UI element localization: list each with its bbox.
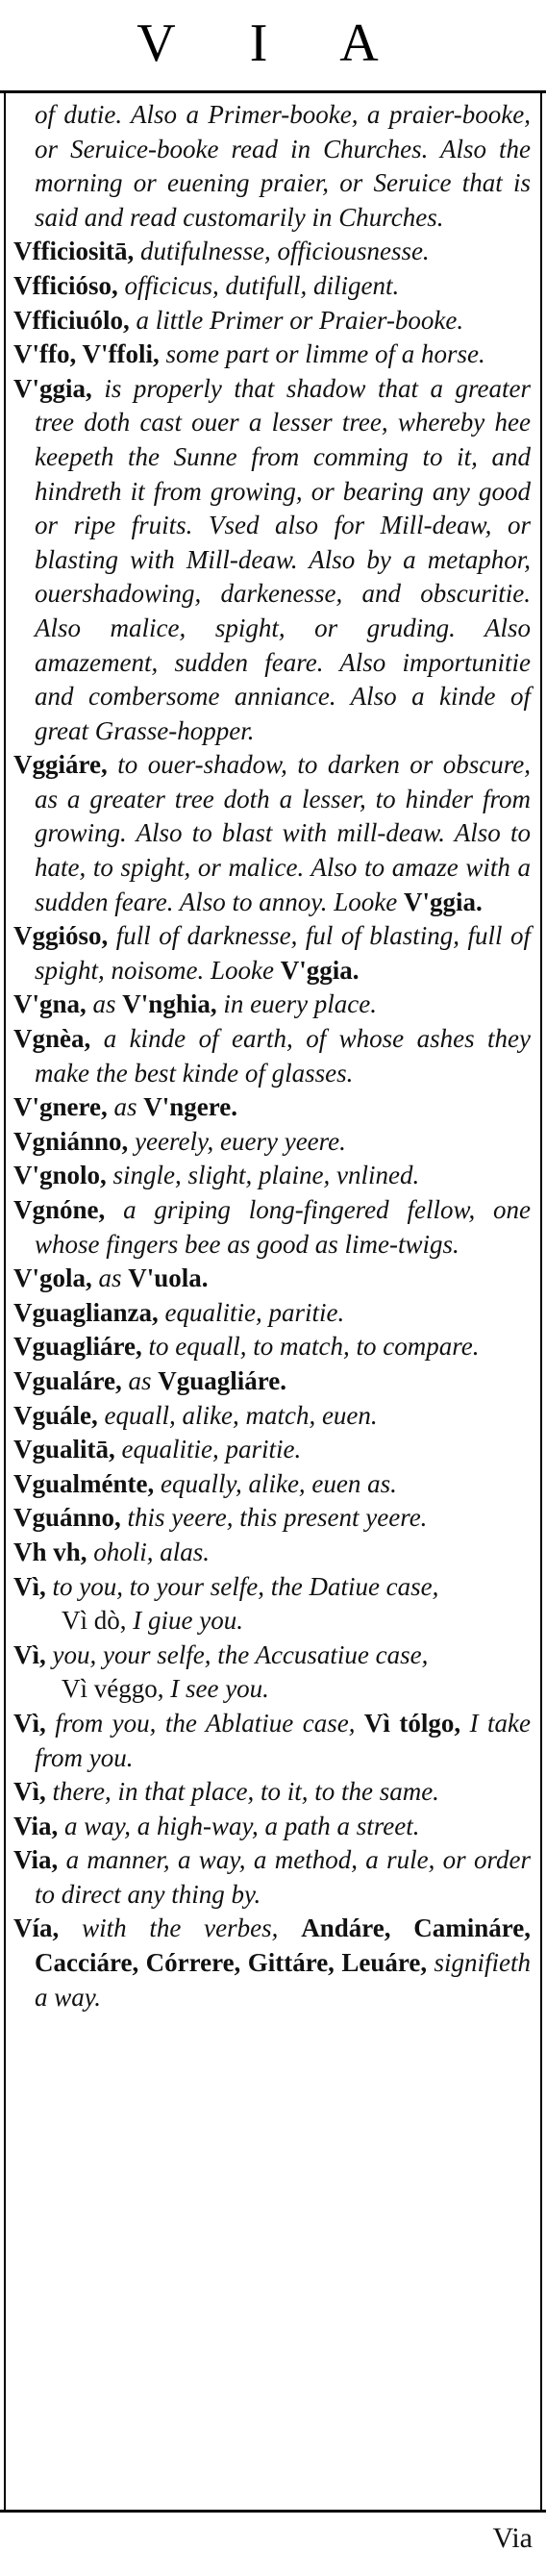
entry-headword: Vguaglianza, [13,1297,159,1327]
entry-headword: V'ggia, [13,373,92,403]
entry-headword: Vì, [13,1777,46,1807]
catchword: Via [492,2522,533,2554]
top-rule [0,90,546,93]
entry-headword: Vfficiositā, [13,237,135,266]
dictionary-entry [13,748,531,919]
entry-definition: equall, alike, match, euen. [104,1400,378,1430]
dictionary-entry [13,1570,531,1638]
dictionary-entry [13,988,531,1022]
dictionary-entry [13,1159,531,1193]
entry-headword: Vggiáre, [13,750,108,780]
right-border [540,90,542,2511]
continued-entry [13,98,531,235]
entry-headword: Vì, [13,1708,46,1738]
entry-definition: equalitie, paritie. [164,1297,345,1327]
entry-definition: some part or limme of a horse. [165,339,485,369]
entry-definition: as [92,989,116,1019]
dictionary-entry [13,338,531,372]
entry-headword: V'gnere, [13,1092,108,1122]
entry-example [62,1672,531,1707]
entry-definition: as [98,1263,122,1293]
entry-headword: Vh vh, [13,1537,87,1566]
entry-definition: there, in that place, to it, to the same. [52,1777,439,1807]
dictionary-entry [13,1810,531,1844]
entry-headword: Vfficióso, [13,270,118,300]
entry-definition: as [113,1092,137,1122]
dictionary-entry [13,1912,531,2014]
entry-definition: officicus, dutifull, diligent. [124,270,400,300]
dictionary-entry [13,372,531,749]
dictionary-entry [13,1262,531,1296]
entry-headword: V'gola, [13,1263,92,1293]
left-border [4,90,6,2511]
dictionary-entry [13,1433,531,1467]
entry-crossref: Andáre, Camináre, Cacciáre, Córrere, Gittáre, Leuáre, [35,1913,532,1978]
entry-definition: dutifulnesse, officiousnesse. [139,237,430,266]
dictionary-entry [13,1399,531,1434]
entry-definition: single, slight, plaine, vnlined. [112,1161,420,1190]
bottom-rule [0,2510,546,2513]
dictionary-entry [13,1843,531,1912]
entry-headword: Vguagliáre, [13,1332,142,1362]
entry-headword: Vguánno, [13,1503,121,1533]
running-head: V I A [136,13,410,73]
example-translation: I giue you. [133,1606,243,1636]
entry-headword: Vì, [13,1571,46,1601]
entry-definition: to equall, to match, to compare. [148,1332,480,1362]
entry-definition: this yeere, this present yeere. [127,1503,428,1533]
entry-headword: Vggióso, [13,921,109,951]
entry-definition: a griping long-fingered fellow, one whose fingers bee as good as lime-twigs. [35,1195,531,1259]
dictionary-entry [13,1364,531,1399]
entry-definition: equally, alike, euen as. [160,1468,397,1498]
entry-crossref: V'uola. [128,1263,209,1293]
entry-definition: yeerely, euery yeere. [135,1126,346,1156]
entry-definition: full of darknesse, ful of blasting, full of spight, noisome. Looke [35,921,531,985]
entry-crossref: V'nghia, [122,989,217,1019]
dictionary-entry [13,1296,531,1331]
entry-definition: you, your selfe, the Accusatiue case, [52,1639,429,1669]
entry-headword: Vfficiuólo, [13,305,130,335]
entry-definition: with the verbes, [82,1913,279,1943]
dictionary-entry [13,1707,531,1775]
entry-headword: Vgualménte, [13,1468,155,1498]
dictionary-entry [13,1536,531,1570]
entry-definition: oholi, alas. [93,1537,211,1566]
dictionary-entry [13,919,531,988]
entry-headword: Vgniánno, [13,1126,129,1156]
entry-headword: Vguále, [13,1400,98,1430]
entry-column [13,98,531,2014]
dictionary-entry [13,1501,531,1536]
entry-definition: as [128,1365,152,1395]
dictionary-entry [13,1193,531,1262]
entry-list [13,235,531,2014]
dictionary-entry [13,269,531,304]
entry-definition: equalitie, paritie. [121,1435,302,1464]
entry-headword: Via, [13,1811,59,1840]
entry-headword: Vía, [13,1913,60,1943]
dictionary-entry [13,1638,531,1707]
entry-definition: to you, to your selfe, the Datiue case, [52,1571,439,1601]
entry-headword: Via, [13,1845,59,1875]
entry-definition: of dutie. Also a Primer-booke, a praier-booke, or Seruice-booke read in Churches. Also the morning or euening praier, or Seruice that is said and read customarily in Churches. [35,100,531,232]
entry-headword: Vgualitā, [13,1435,115,1464]
entry-definition: a way, a high-way, a path a street. [64,1811,420,1840]
entry-headword: V'gnolo, [13,1161,107,1190]
dictionary-entry [13,235,531,269]
entry-headword: Vgnèa, [13,1024,91,1054]
entry-example [62,1604,531,1638]
entry-definition-continued: I take from you. [35,1708,531,1772]
entry-definition: a little Primer or Praier-booke. [136,305,464,335]
entry-crossref: Vguagliáre. [158,1365,287,1395]
example-translation: I see you. [170,1674,269,1704]
entry-headword: Vgualáre, [13,1365,122,1395]
entry-definition: a kinde of earth, of whose ashes they make the best kinde of glasses. [35,1024,532,1088]
dictionary-entry [13,304,531,338]
entry-crossref: V'ngere. [143,1092,237,1122]
entry-definition: a manner, a way, a method, a rule, or order to direct any thing by. [35,1845,531,1909]
entry-crossref: V'ggia. [280,955,360,985]
dictionary-entry [13,1125,531,1160]
example-phrase: Vì dò, [62,1606,127,1636]
dictionary-entry [13,1022,531,1090]
dictionary-entry [13,1090,531,1125]
example-phrase: Vì véggo, [62,1674,164,1704]
entry-definition-continued: signifieth a way. [35,1948,531,2012]
entry-definition: is properly that shadow that a greater tree doth cast ouer a lesser tree, whereby hee keepeth the Sunne from comming to it, and hindreth it from growing, or bearing any good or ripe fruits. Vsed also for Mill-deaw, or blasting with Mill-deaw. Also by a metaphor, ouershadowing, darkenesse, and obscuritie. Also malice, spight, or gruding. Also amazement, sudden feare. Also importunitie and combersome anniance. Also a kinde of great Grasse-hopper. [35,373,532,745]
entry-definition: to ouer-shadow, to darken or obscure, as a greater tree doth a lesser, to hinder from growing. Also to blast with mill-deaw. Also to hate, to spight, or malice. Also to amaze with a sudden feare. Also to annoy. Looke [35,750,532,916]
dictionary-entry [13,1775,531,1810]
dictionary-entry [13,1467,531,1502]
dictionary-entry [13,1330,531,1364]
entry-crossref: Vì tólgo, [363,1708,461,1738]
entry-headword: V'gna, [13,989,87,1019]
entry-headword: Vì, [13,1639,46,1669]
entry-definition-continued: in euery place. [223,989,378,1019]
entry-crossref: V'ggia. [403,887,483,916]
entry-headword: V'ffo, V'ffoli, [13,339,160,369]
entry-definition: from you, the Ablatiue case, [55,1708,356,1738]
entry-headword: Vgnóne, [13,1195,106,1224]
